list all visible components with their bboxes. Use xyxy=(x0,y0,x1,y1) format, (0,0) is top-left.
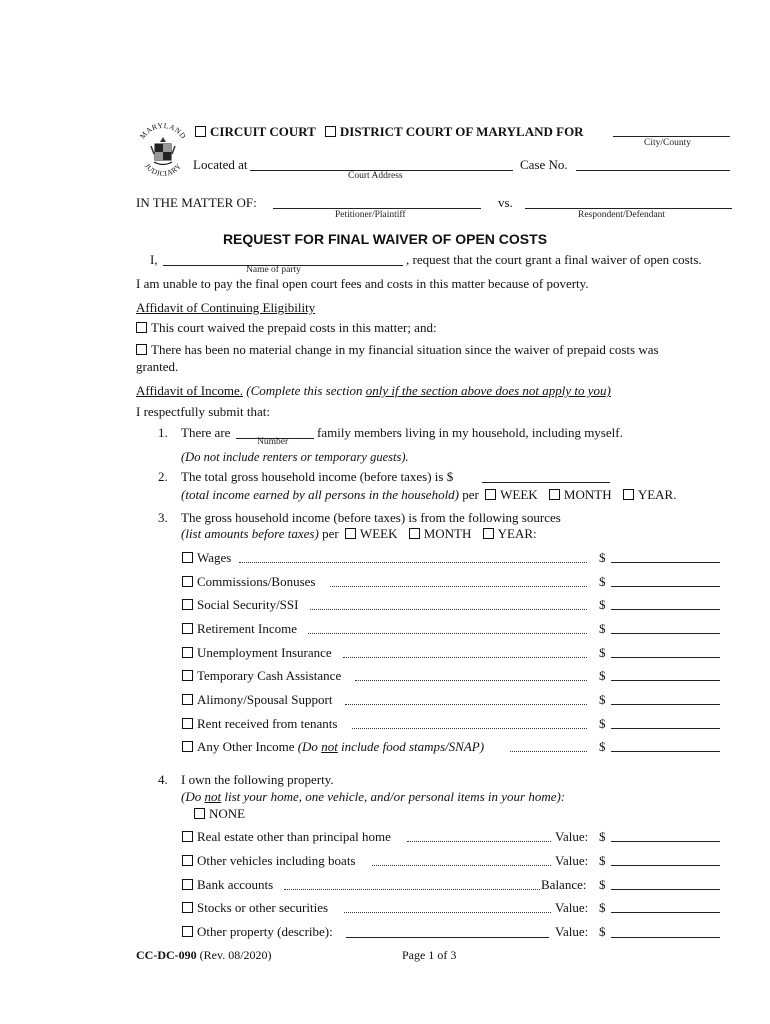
leader-dots xyxy=(372,865,551,866)
other-income-note xyxy=(298,739,484,754)
court-selection-row xyxy=(195,124,584,140)
note-part: (Do xyxy=(181,789,205,804)
dollar-sign: $ xyxy=(599,877,606,892)
stocks-value-field[interactable] xyxy=(611,912,720,913)
intro-request: , request that the court grant a final waiver of open costs. xyxy=(406,252,702,267)
dollar-sign: $ xyxy=(599,645,606,660)
unemployment-checkbox[interactable] xyxy=(182,647,193,658)
temporary-cash-checkbox[interactable] xyxy=(182,670,193,681)
leader-dots xyxy=(352,728,587,729)
district-court-checkbox[interactable] xyxy=(325,126,336,137)
leader-dots xyxy=(308,633,587,634)
note-not: not xyxy=(204,789,222,804)
other-property-value-field[interactable] xyxy=(611,937,720,938)
commissions-checkbox[interactable] xyxy=(182,576,193,587)
q2-month-checkbox[interactable] xyxy=(549,489,560,500)
wages-amount-field[interactable] xyxy=(611,562,720,563)
continuing-item-2 xyxy=(136,342,659,358)
property-label: Other vehicles including boats xyxy=(197,853,356,868)
source-label: Any Other Income xyxy=(197,739,295,754)
dollar-sign: $ xyxy=(599,550,606,565)
leader-dots xyxy=(284,889,540,890)
dollar-sign: $ xyxy=(599,668,606,683)
q1-note: (Do not include renters or temporary guests). xyxy=(181,450,409,464)
source-row-alimony xyxy=(182,692,332,708)
respondent-caption: Respondent/Defendant xyxy=(578,210,666,220)
real-estate-value-field[interactable] xyxy=(611,841,720,842)
q4-note xyxy=(181,789,565,805)
source-row-other-income xyxy=(182,739,484,755)
name-of-party-caption: Name of party xyxy=(246,265,301,275)
source-row-wages xyxy=(182,550,231,566)
q3-month-checkbox[interactable] xyxy=(409,528,420,539)
respondent-field[interactable] xyxy=(525,208,732,209)
q3-week-checkbox[interactable] xyxy=(345,528,356,539)
stocks-checkbox[interactable] xyxy=(182,902,193,913)
continuing-item-1-text: This court waived the prepaid costs in this matter; and: xyxy=(151,320,437,335)
respectfully-submit: I respectfully submit that: xyxy=(136,404,270,419)
balance-label: Balance: xyxy=(541,877,587,892)
source-row-rent xyxy=(182,716,337,732)
case-no-field[interactable] xyxy=(576,170,730,171)
q3-per: per xyxy=(322,526,339,541)
retirement-checkbox[interactable] xyxy=(182,623,193,634)
case-no-label: Case No. xyxy=(520,157,568,172)
other-property-checkbox[interactable] xyxy=(182,926,193,937)
q2-year-label: YEAR. xyxy=(637,487,677,502)
seal-text-top: MARYLAND xyxy=(137,120,189,141)
unemployment-amount-field[interactable] xyxy=(611,657,720,658)
district-court-label: DISTRICT COURT OF MARYLAND FOR xyxy=(339,124,584,139)
q2-week-label: WEEK xyxy=(500,487,538,502)
source-row-commissions xyxy=(182,574,315,590)
petitioner-caption: Petitioner/Plaintiff xyxy=(335,210,406,220)
commissions-amount-field[interactable] xyxy=(611,586,720,587)
property-label: Other property (describe): xyxy=(197,924,333,939)
q3-month-label: MONTH xyxy=(423,526,472,541)
q3-text: The gross household income (before taxes) is from the following sources xyxy=(181,510,561,525)
property-label: Real estate other than principal home xyxy=(197,829,391,844)
q2-year-checkbox[interactable] xyxy=(623,489,634,500)
city-county-field[interactable] xyxy=(613,136,730,137)
income-affidavit-heading-row xyxy=(136,383,611,399)
q2-text: The total gross household income (before taxes) is $ xyxy=(181,469,454,484)
page-number: Page 1 of 3 xyxy=(402,948,457,962)
source-label: Rent received from tenants xyxy=(197,716,338,731)
city-county-caption: City/County xyxy=(644,138,691,148)
alimony-amount-field[interactable] xyxy=(611,704,720,705)
none-label: NONE xyxy=(209,806,246,821)
social-security-checkbox[interactable] xyxy=(182,599,193,610)
form-revision: (Rev. 08/2020) xyxy=(199,948,272,962)
leader-dots xyxy=(343,657,587,658)
retirement-amount-field[interactable] xyxy=(611,633,720,634)
q2-number: 2. xyxy=(158,469,168,484)
property-row-stocks xyxy=(182,900,328,916)
temporary-cash-amount-field[interactable] xyxy=(611,680,720,681)
dollar-sign: $ xyxy=(599,692,606,707)
wages-checkbox[interactable] xyxy=(182,552,193,563)
income-affidavit-heading: Affidavit of Income. xyxy=(136,383,243,398)
source-label: Unemployment Insurance xyxy=(197,645,332,660)
intro-i: I, xyxy=(150,252,158,267)
q4-none-row xyxy=(194,806,245,822)
bank-accounts-balance-field[interactable] xyxy=(611,889,720,890)
circuit-court-label: CIRCUIT COURT xyxy=(210,124,316,139)
rent-amount-field[interactable] xyxy=(611,728,720,729)
leader-dots xyxy=(407,841,551,842)
dollar-sign: $ xyxy=(599,829,606,844)
property-row-other xyxy=(182,924,333,940)
other-property-description-field[interactable] xyxy=(346,937,549,938)
q3-year-checkbox[interactable] xyxy=(483,528,494,539)
q3-number: 3. xyxy=(158,510,168,525)
property-label: Bank accounts xyxy=(197,877,274,892)
source-label: Alimony/Spousal Support xyxy=(197,692,333,707)
dollar-sign: $ xyxy=(599,621,606,636)
source-row-retirement xyxy=(182,621,297,637)
source-label: Social Security/SSI xyxy=(197,597,299,612)
note-not: not xyxy=(321,739,338,754)
in-the-matter-of-label: IN THE MATTER OF: xyxy=(136,195,257,210)
source-label: Temporary Cash Assistance xyxy=(197,668,342,683)
q3-year-label: YEAR: xyxy=(497,526,537,541)
income-affidavit-note xyxy=(246,383,611,398)
continuing-item-2-cont: granted. xyxy=(136,359,179,374)
q2-per: per xyxy=(462,487,479,502)
dollar-sign: $ xyxy=(599,900,606,915)
value-label: Value: xyxy=(555,924,589,939)
rent-checkbox[interactable] xyxy=(182,718,193,729)
source-label: Commissions/Bonuses xyxy=(197,574,316,589)
property-row-vehicles xyxy=(182,853,356,869)
vs-label: vs. xyxy=(498,195,513,210)
form-number: CC-DC-090 xyxy=(136,948,197,962)
continuing-item-1 xyxy=(136,320,437,336)
leader-dots xyxy=(310,609,587,610)
source-label: Wages xyxy=(197,550,232,565)
q2-period-row xyxy=(181,487,676,503)
q1-number: 1. xyxy=(158,425,168,440)
dollar-sign: $ xyxy=(599,597,606,612)
q4-number: 4. xyxy=(158,772,168,787)
dollar-sign: $ xyxy=(599,853,606,868)
income-note-underlined: only if the section above does not apply to you) xyxy=(365,383,611,398)
intro-unable-statement: I am unable to pay the final open court fees and costs in this matter because of poverty. xyxy=(136,276,589,291)
vehicles-checkbox[interactable] xyxy=(182,855,193,866)
q3-note: (list amounts before taxes) xyxy=(181,526,319,541)
court-address-caption: Court Address xyxy=(348,171,403,181)
dollar-sign: $ xyxy=(599,716,606,731)
income-note-open: (Complete this section xyxy=(246,383,366,398)
form-number-footer xyxy=(136,948,272,963)
social-security-amount-field[interactable] xyxy=(611,609,720,610)
continuing-item-2-text: There has been no material change in my financial situation since the waiver of prepaid costs was xyxy=(151,342,659,357)
q2-week-checkbox[interactable] xyxy=(485,489,496,500)
total-income-field[interactable] xyxy=(482,482,610,483)
leader-dots xyxy=(344,912,551,913)
leader-dots xyxy=(239,562,587,563)
q3-period-row xyxy=(181,526,537,542)
petitioner-field[interactable] xyxy=(273,208,481,209)
vehicles-value-field[interactable] xyxy=(611,865,720,866)
circuit-court-checkbox[interactable] xyxy=(195,126,206,137)
other-income-checkbox[interactable] xyxy=(182,741,193,752)
note-part: include food stamps/SNAP) xyxy=(337,739,485,754)
leader-dots xyxy=(330,586,587,587)
source-row-unemployment xyxy=(182,645,332,661)
property-row-real-estate xyxy=(182,829,391,845)
number-caption: Number xyxy=(257,437,289,447)
none-checkbox[interactable] xyxy=(194,808,205,819)
bank-accounts-checkbox[interactable] xyxy=(182,879,193,890)
q3-week-label: WEEK xyxy=(359,526,398,541)
source-label: Retirement Income xyxy=(197,621,297,636)
leader-dots xyxy=(510,751,587,752)
value-label: Value: xyxy=(555,900,589,915)
page-title: REQUEST FOR FINAL WAIVER OF OPEN COSTS xyxy=(222,231,548,247)
alimony-checkbox[interactable] xyxy=(182,694,193,705)
dollar-sign: $ xyxy=(599,739,606,754)
source-row-social-security xyxy=(182,597,298,613)
other-income-amount-field[interactable] xyxy=(611,751,720,752)
q1-text-b: family members living in my household, including myself. xyxy=(317,425,623,440)
q2-note: (total income earned by all persons in the household) xyxy=(181,487,460,502)
dollar-sign: $ xyxy=(599,924,606,939)
leader-dots xyxy=(345,704,587,705)
note-part: list your home, one vehicle, and/or personal items in your home): xyxy=(221,789,566,804)
q1-text-a: There are xyxy=(181,425,231,440)
q2-month-label: MONTH xyxy=(563,487,612,502)
value-label: Value: xyxy=(555,829,589,844)
coat-of-arms-icon xyxy=(151,137,175,165)
leader-dots xyxy=(355,680,587,681)
seal-text-bottom: JUDICIARY xyxy=(142,161,184,179)
source-row-temporary-cash xyxy=(182,668,341,684)
located-at-label: Located at xyxy=(193,157,248,172)
q4-text: I own the following property. xyxy=(181,772,334,787)
value-label: Value: xyxy=(555,853,589,868)
real-estate-checkbox[interactable] xyxy=(182,831,193,842)
no-change-checkbox[interactable] xyxy=(136,344,147,355)
maryland-judiciary-seal xyxy=(134,120,192,184)
prepaid-waived-checkbox[interactable] xyxy=(136,322,147,333)
dollar-sign: $ xyxy=(599,574,606,589)
property-row-bank-accounts xyxy=(182,877,273,893)
note-part: (Do xyxy=(297,739,322,754)
property-label: Stocks or other securities xyxy=(197,900,329,915)
continuing-eligibility-heading: Affidavit of Continuing Eligibility xyxy=(136,300,316,315)
